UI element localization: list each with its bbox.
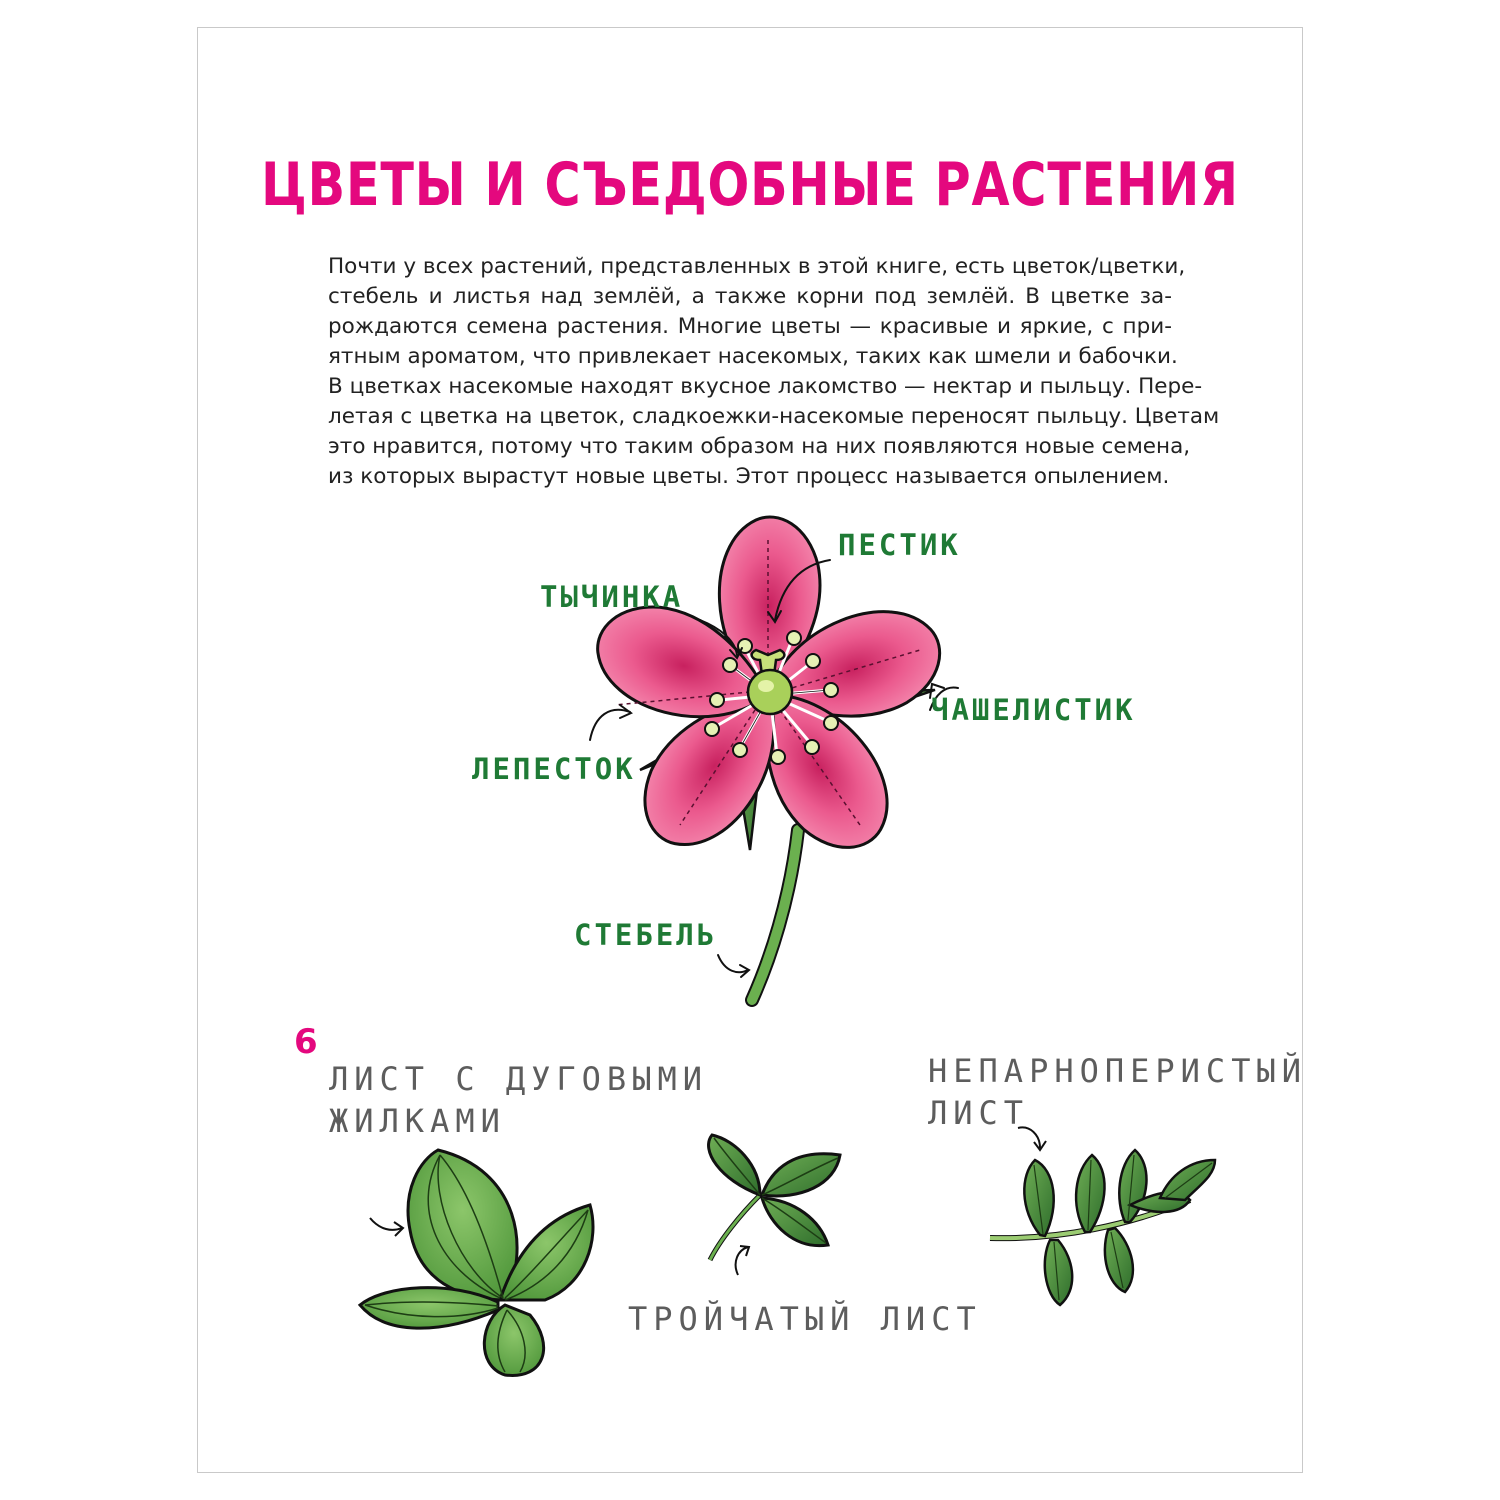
- arc-veined-leaves: [360, 1150, 593, 1375]
- label-sepal: ЧАШЕЛИСТИК: [931, 693, 1136, 727]
- paragraph-line: ятным ароматом, что привлекает насекомых, таких как шмели и бабочки.: [328, 344, 1178, 369]
- label-petal: ЛЕПЕСТОК: [472, 752, 636, 786]
- paragraph-line: летая с цветка на цветок, сладкоежки-насекомые переносят пыльцу. Цветам: [328, 404, 1220, 429]
- label-line: ЛИСТ: [928, 1094, 1030, 1132]
- paragraph-line: Почти у всех растений, представленных в этой книге, есть цветок/цветки,: [328, 254, 1186, 279]
- paragraph-line: это нравится, потому что таким образом на них появляются новые семена,: [328, 434, 1191, 459]
- label-stamen: ТЫЧИНКА: [540, 580, 684, 614]
- label-line: НЕПАРНОПЕРИСТЫЙ: [928, 1052, 1307, 1090]
- label-pistil: ПЕСТИК: [838, 528, 961, 562]
- label-line: ЖИЛКАМИ: [329, 1102, 506, 1140]
- label-arc-veined-leaf: [329, 1058, 708, 1142]
- page-number: 6: [294, 1022, 318, 1062]
- paragraph-line: рождаются семена растения. Многие цветы — красивые и яркие, с при-: [328, 314, 1172, 339]
- label-stem: СТЕБЕЛЬ: [574, 918, 718, 952]
- paragraph-line: из которых вырастут новые цветы. Этот процесс называется опылением.: [328, 464, 1170, 489]
- label-trifoliate-leaf: ТРОЙЧАТЫЙ ЛИСТ: [628, 1300, 982, 1338]
- page-title: ЦВЕТЫ И СЪЕДОБНЫЕ РАСТЕНИЯ: [261, 150, 1239, 220]
- label-pinnate-leaf: [928, 1050, 1307, 1134]
- trifoliate-leaf: [709, 1135, 840, 1275]
- paragraph-line: В цветках насекомые находят вкусное лакомство — нектар и пыльцу. Пере-: [328, 374, 1203, 399]
- paragraph-line: стебель и листья над землёй, а также корни под землёй. В цветке за-: [328, 284, 1172, 309]
- pinnate-leaf: [990, 1127, 1215, 1305]
- label-line: ЛИСТ С ДУГОВЫМИ: [329, 1060, 708, 1098]
